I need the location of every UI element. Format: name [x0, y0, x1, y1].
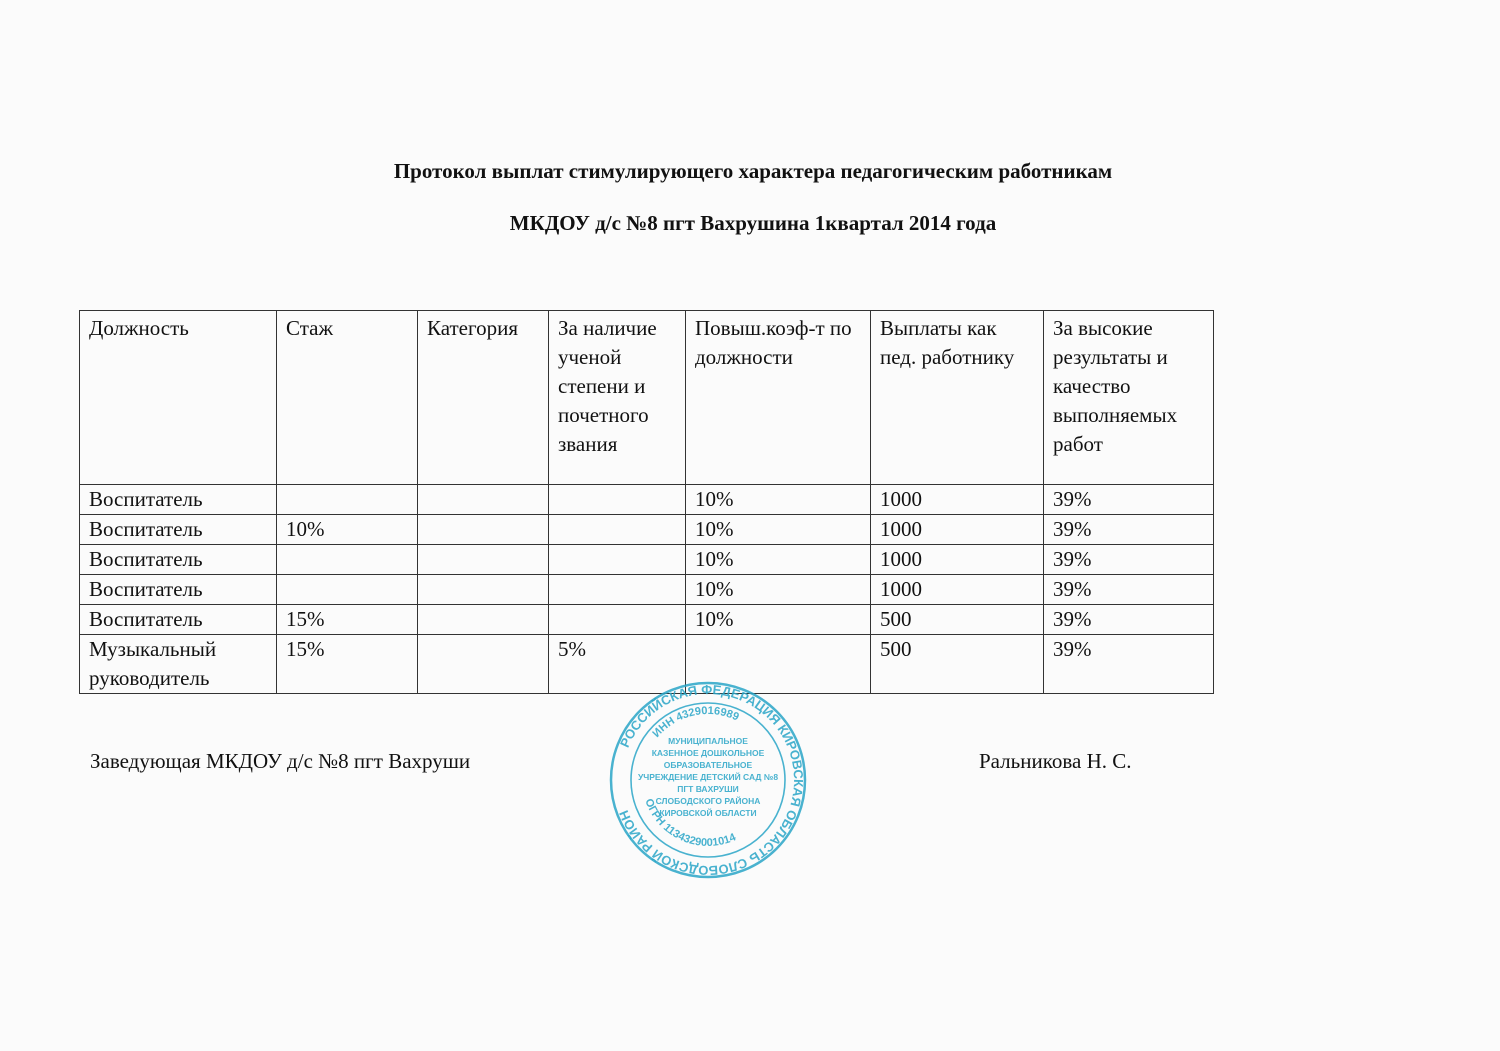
stamp-center-line: МУНИЦИПАЛЬНОЕ: [668, 736, 748, 746]
cell-position: Воспитатель: [80, 545, 277, 575]
cell-position: Воспитатель: [80, 575, 277, 605]
cell-degree: [549, 485, 686, 515]
cell-position: Воспитатель: [80, 515, 277, 545]
header-payments: Выплаты как пед. работнику: [871, 311, 1044, 485]
table-header-row: [80, 311, 1214, 485]
stamp-center-line: КИРОВСКОЙ ОБЛАСТИ: [659, 808, 757, 818]
cell-results: 39%: [1044, 485, 1214, 515]
table-row: [80, 515, 1214, 545]
payments-table: [79, 310, 1214, 694]
cell-position: Воспитатель: [80, 485, 277, 515]
stamp-inn-text: ИНН 4329016989: [650, 704, 741, 740]
cell-experience: [277, 485, 418, 515]
cell-category: [418, 635, 549, 694]
cell-results: 39%: [1044, 575, 1214, 605]
cell-payments: 1000: [871, 575, 1044, 605]
cell-position: Воспитатель: [80, 605, 277, 635]
stamp-outer-text: РОССИЙСКАЯ ФЕДЕРАЦИЯ КИРОВСКАЯ ОБЛАСТЬ СЛОБОДСКОЙ РАЙОН: [616, 681, 807, 879]
table-row: [80, 545, 1214, 575]
cell-degree: [549, 545, 686, 575]
cell-results: 39%: [1044, 635, 1214, 694]
table-row: [80, 485, 1214, 515]
cell-experience: [277, 545, 418, 575]
stamp-center-line: УЧРЕЖДЕНИЕ ДЕТСКИЙ САД №8: [637, 772, 779, 782]
cell-experience: 15%: [277, 635, 418, 694]
table-body: [80, 311, 1214, 694]
cell-position: Музыкальный руководитель: [80, 635, 277, 694]
header-results: За высокие результаты и качество выполняемых работ: [1044, 311, 1214, 485]
header-category: Категория: [418, 311, 549, 485]
stamp-center-line: СЛОБОДСКОГО РАЙОНА: [655, 796, 761, 806]
cell-category: [418, 485, 549, 515]
cell-coefficient: 10%: [686, 605, 871, 635]
cell-category: [418, 545, 549, 575]
header-degree: За наличие ученой степени и почетного звания: [549, 311, 686, 485]
cell-payments: 1000: [871, 515, 1044, 545]
cell-degree: [549, 605, 686, 635]
cell-degree: [549, 575, 686, 605]
cell-degree: 5%: [549, 635, 686, 694]
table-row: [80, 575, 1214, 605]
cell-coefficient: 10%: [686, 515, 871, 545]
cell-payments: 1000: [871, 545, 1044, 575]
stamp-center-text: [638, 736, 778, 818]
header-experience: Стаж: [277, 311, 418, 485]
cell-category: [418, 575, 549, 605]
cell-results: 39%: [1044, 545, 1214, 575]
table-row: [80, 605, 1214, 635]
stamp-center-line: ОБРАЗОВАТЕЛЬНОЕ: [663, 760, 753, 770]
official-stamp: [608, 680, 808, 880]
cell-coefficient: 10%: [686, 485, 871, 515]
cell-category: [418, 515, 549, 545]
cell-results: 39%: [1044, 515, 1214, 545]
stamp-center-line: ПГТ ВАХРУШИ: [677, 784, 739, 794]
stamp-ogrn-text: ОГРН 1134329001014: [642, 797, 738, 850]
cell-payments: 1000: [871, 485, 1044, 515]
cell-experience: 15%: [277, 605, 418, 635]
header-position: Должность: [80, 311, 277, 485]
cell-experience: 10%: [277, 515, 418, 545]
cell-payments: 500: [871, 635, 1044, 694]
stamp-center-line: КАЗЕННОЕ ДОШКОЛЬНОЕ: [651, 748, 765, 758]
cell-degree: [549, 515, 686, 545]
header-coefficient: Повыш.коэф-т по должности: [686, 311, 871, 485]
cell-payments: 500: [871, 605, 1044, 635]
signatory-name: Ральникова Н. С.: [979, 749, 1132, 773]
document-subtitle: МКДОУ д/с №8 пгт Вахрушина 1квартал 2014 года: [509, 211, 997, 235]
signatory-position: Заведующая МКДОУ д/с №8 пгт Вахруши: [90, 749, 471, 773]
document-title: Протокол выплат стимулирующего характера педагогическим работникам: [393, 159, 1113, 183]
cell-results: 39%: [1044, 605, 1214, 635]
cell-coefficient: 10%: [686, 545, 871, 575]
cell-coefficient: 10%: [686, 575, 871, 605]
cell-experience: [277, 575, 418, 605]
cell-category: [418, 605, 549, 635]
